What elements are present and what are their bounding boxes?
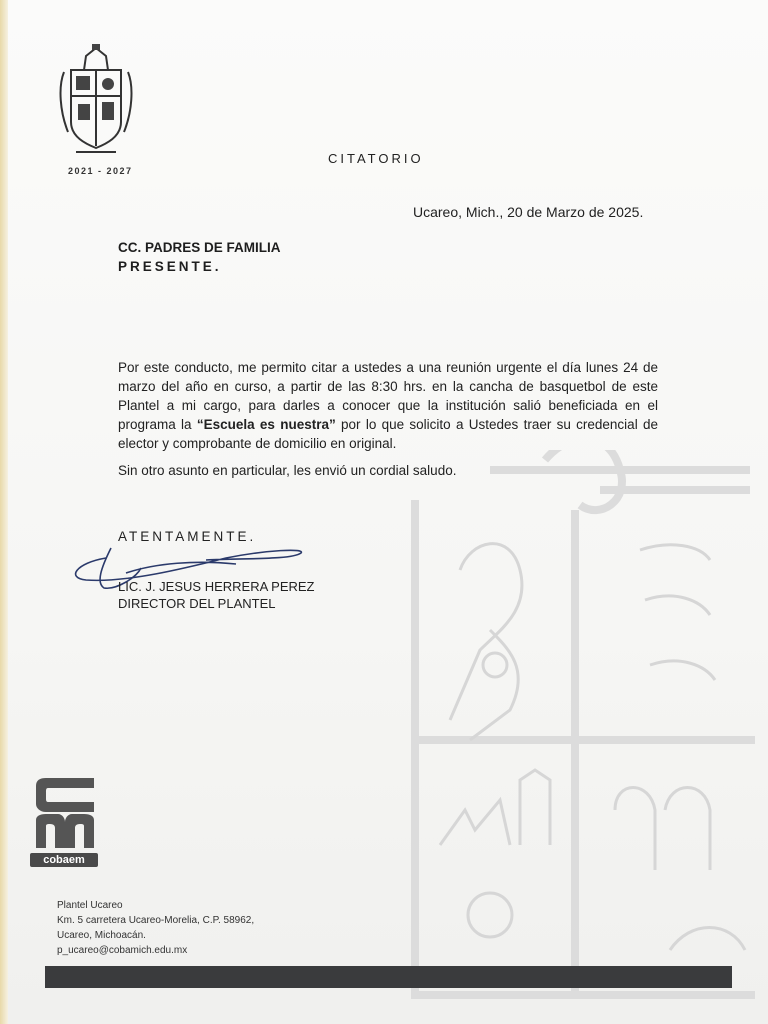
footer-line: Km. 5 carretera Ucareo-Morelia, C.P. 58962, — [57, 915, 255, 926]
footer-line: Ucareo, Michoacán. — [57, 930, 146, 941]
cobaem-wordmark: cobaem — [30, 853, 98, 867]
seal-years: 2021 - 2027 — [68, 166, 133, 176]
letter-body — [118, 358, 658, 453]
footer-line: Plantel Ucareo — [57, 900, 123, 911]
atentamente: ATENTAMENTE. — [118, 529, 257, 544]
document-title: CITATORIO — [328, 151, 424, 166]
body-text-part1: Por este conducto, me permito citar a ustedes a una reunión urgente el día lunes 24 de marzo del año en curso, a partir de las 8:30 hrs. en la cancha de basquetbol de este Plantel a mi cargo, para darles a conocer que la institución salió beneficiada en el programa la — [118, 360, 658, 432]
signer-block — [118, 578, 315, 612]
paper-edge — [0, 0, 8, 1024]
body-text-part2: por lo que solicito a Ustedes traer su credencial de elector y comprobante de domicilio en original. — [118, 417, 658, 451]
footer-address — [57, 898, 254, 958]
letter-date: Ucareo, Mich., 20 de Marzo de 2025. — [413, 204, 644, 220]
closing-line: Sin otro asunto en particular, les envió un cordial saludo. — [118, 463, 457, 478]
watermark-emblem-icon — [370, 450, 768, 1010]
recipient-line: CC. PADRES DE FAMILIA — [118, 240, 281, 255]
state-coat-of-arms-icon — [56, 42, 136, 160]
presente-line: PRESENTE. — [118, 259, 222, 274]
footer-email: p_ucareo@cobamich.edu.mx — [57, 945, 188, 956]
footer-bar — [45, 966, 732, 988]
recipient-block — [118, 238, 281, 276]
signer-title: DIRECTOR DEL PLANTEL — [118, 596, 276, 611]
signer-name: LIC. J. JESUS HERRERA PEREZ — [118, 579, 315, 594]
program-name: “Escuela es nuestra” — [196, 417, 336, 432]
